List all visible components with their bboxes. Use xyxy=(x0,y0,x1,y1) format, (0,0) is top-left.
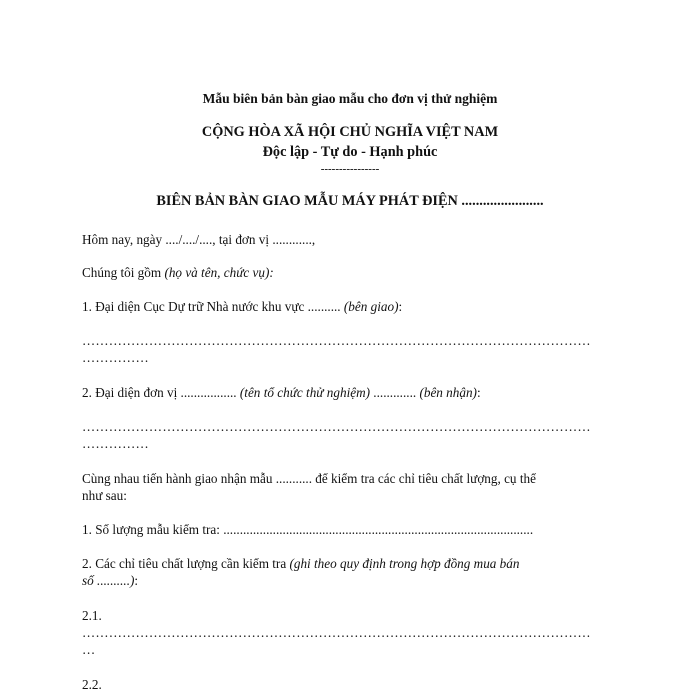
national-title: CỘNG HÒA XÃ HỘI CHỦ NGHĨA VIỆT NAM xyxy=(201,124,499,140)
party1-note: (bên giao) xyxy=(343,299,399,314)
party2-fill-line-2: …………… xyxy=(82,436,149,451)
item2-1-fill-line-2: … xyxy=(82,642,96,657)
party2-text-1: 2. Đại diện đơn vị ................. xyxy=(82,385,240,400)
members-note: (họ và tên, chức vụ): xyxy=(164,265,274,280)
item2-1-fill-line-1: …………………………………………………………………………………………………… xyxy=(82,625,591,640)
item2-end: : xyxy=(134,573,139,588)
item2-line-2 xyxy=(82,573,138,589)
party2-text-2: ............. xyxy=(370,385,420,400)
members-line xyxy=(82,265,274,281)
form-caption: Mẫu biên bản bàn giao mẫu cho đơn vị thử nghiệm xyxy=(202,91,498,106)
date-line: Hôm nay, ngày ..../..../...., tại đơn vị ............, xyxy=(82,232,316,247)
item2-text: 2. Các chỉ tiêu chất lượng cần kiểm tra xyxy=(82,556,290,571)
agreement-line-1: Cùng nhau tiến hành giao nhận mẫu ........... để kiểm tra các chỉ tiêu chất lượng, cụ thể xyxy=(82,471,536,486)
item1-sample-quantity: 1. Số lượng mẫu kiểm tra: .............................................................................................. xyxy=(82,522,534,537)
item2-1-label: 2.1. xyxy=(82,608,102,623)
party1-text: 1. Đại diện Cục Dự trữ Nhà nước khu vực .......... xyxy=(82,299,344,314)
party2-note-1: (tên tổ chức thử nghiệm) xyxy=(239,385,370,400)
national-motto: Độc lập - Tự do - Hạnh phúc xyxy=(262,144,438,160)
item2-note: (ghi theo quy định trong hợp đồng mua bán xyxy=(289,556,520,571)
members-text: Chúng tôi gồm xyxy=(82,265,165,280)
party1-fill-line-1: …………………………………………………………………………………………………… xyxy=(82,333,591,348)
party2-line xyxy=(82,385,481,401)
document-title: BIÊN BẢN BÀN GIAO MẪU MÁY PHÁT ĐIỆN ....................... xyxy=(156,193,544,209)
item2-2-label: 2.2. xyxy=(82,677,102,692)
agreement-line-2: như sau: xyxy=(82,488,127,503)
party2-fill-line-1: …………………………………………………………………………………………………… xyxy=(82,419,591,434)
party1-line xyxy=(82,299,402,315)
party2-end: : xyxy=(476,385,481,400)
item2-line-1 xyxy=(82,556,519,572)
party1-fill-line-2: …………… xyxy=(82,350,149,365)
party2-note-2: (bên nhận) xyxy=(419,385,477,400)
header-divider: ---------------- xyxy=(320,163,380,175)
party1-end: : xyxy=(398,299,403,314)
item2-contract-number: số ..........) xyxy=(82,573,135,588)
